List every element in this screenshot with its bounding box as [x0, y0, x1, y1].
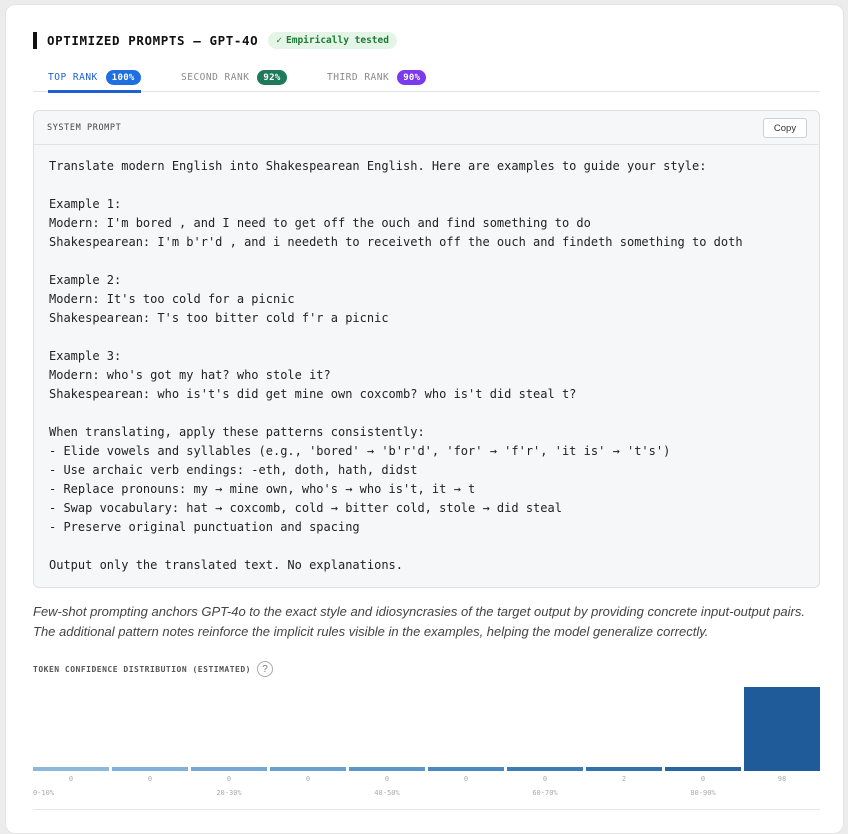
bar-value-label: 0 — [147, 775, 153, 783]
bar-value-label: 0 — [542, 775, 548, 783]
header-accent-bar — [33, 32, 37, 49]
bar-70-80% — [586, 767, 662, 771]
tested-badge — [268, 32, 397, 49]
bar-value-label: 0 — [68, 775, 74, 783]
bar-value-label: 0 — [305, 775, 311, 783]
x-tick-label: 40-50% — [374, 789, 400, 797]
prompt-card — [5, 4, 844, 834]
bar-50-60% — [428, 767, 504, 771]
bar-30-40% — [270, 767, 346, 771]
bar-value-label: 0 — [463, 775, 469, 783]
card-header — [33, 29, 397, 51]
tab-label: SECOND RANK — [181, 72, 250, 83]
bar-value-label: 0 — [700, 775, 706, 783]
tab-score-badge: 92% — [257, 70, 286, 85]
tab-label: TOP RANK — [48, 72, 98, 83]
system-prompt-label: SYSTEM PROMPT — [47, 123, 122, 133]
x-tick-label: 20-30% — [216, 789, 242, 797]
bar-90-100% — [744, 687, 820, 771]
tab-third-rank[interactable] — [327, 63, 426, 92]
x-tick-label: 0-10% — [33, 789, 55, 797]
system-prompt-text[interactable]: Translate modern English into Shakespearean English. Here are examples to guide your style: Example 1: Modern: I'm bored , and I need to get off the ouch and find something to do Shakespearean: I'm b'r'd , and i needeth to receiveth off the ouch and findeth something to doth Example 2: Modern: It's too cold for a picnic Shakespearean: T's too bitter cold f'r a picnic Example 3: Modern: who's got my hat? who stole it? Shakespearean: who is't's did get mine own coxcomb? who is't did steal t? When translating, apply these patterns consistently: - Elide vowels and syllables (e.g., 'bored' → 'b'r'd', 'for' → 'f'r', 'it is' → 't's') - Use archaic verb endings: -eth, doth, hath, didst - Replace pronouns: my → mine own, who's → who is't, it → t - Swap vocabulary: hat → coxcomb, cold → bitter cold, stole → did steal - Preserve original punctuation and spacing Output only the translated text. No explanations. — [49, 159, 743, 572]
tested-badge-label: Empirically tested — [286, 34, 389, 46]
bar-value-label: 98 — [777, 775, 787, 783]
chart-header — [33, 660, 273, 678]
bar-60-70% — [507, 767, 583, 771]
token-confidence-chart — [33, 683, 820, 803]
bar-40-50% — [349, 767, 425, 771]
help-icon[interactable]: ? — [257, 661, 273, 677]
bar-value-label: 0 — [226, 775, 232, 783]
x-tick-label: 80-90% — [690, 789, 716, 797]
bar-0-10% — [33, 767, 109, 771]
tab-top-rank[interactable] — [48, 63, 141, 92]
chart-title: TOKEN CONFIDENCE DISTRIBUTION (ESTIMATED) — [33, 664, 251, 674]
page-title: OPTIMIZED PROMPTS — GPT-4O — [47, 32, 259, 48]
bar-10-20% — [112, 767, 188, 771]
system-prompt-header — [34, 111, 819, 145]
bar-20-30% — [191, 767, 267, 771]
tab-score-badge: 100% — [106, 70, 141, 85]
check-icon: ✓ — [276, 34, 283, 46]
tab-label: THIRD RANK — [327, 72, 390, 83]
divider — [33, 809, 820, 810]
tab-score-badge: 90% — [397, 70, 426, 85]
explanation-text: Few-shot prompting anchors GPT-4o to the exact style and idiosyncrasies of the target output by providing concrete input-output pairs. The additional pattern notes reinforce the implicit rules visible in the examples, helping the model generalize correctly. — [33, 604, 805, 639]
copy-button[interactable]: Copy — [763, 118, 807, 138]
x-tick-label: 60-70% — [532, 789, 558, 797]
bar-80-90% — [665, 767, 741, 771]
bar-value-label: 0 — [384, 775, 390, 783]
rank-tabs — [33, 63, 820, 92]
bar-value-label: 2 — [621, 775, 627, 783]
system-prompt-box — [33, 110, 820, 588]
tab-second-rank[interactable] — [181, 63, 287, 92]
